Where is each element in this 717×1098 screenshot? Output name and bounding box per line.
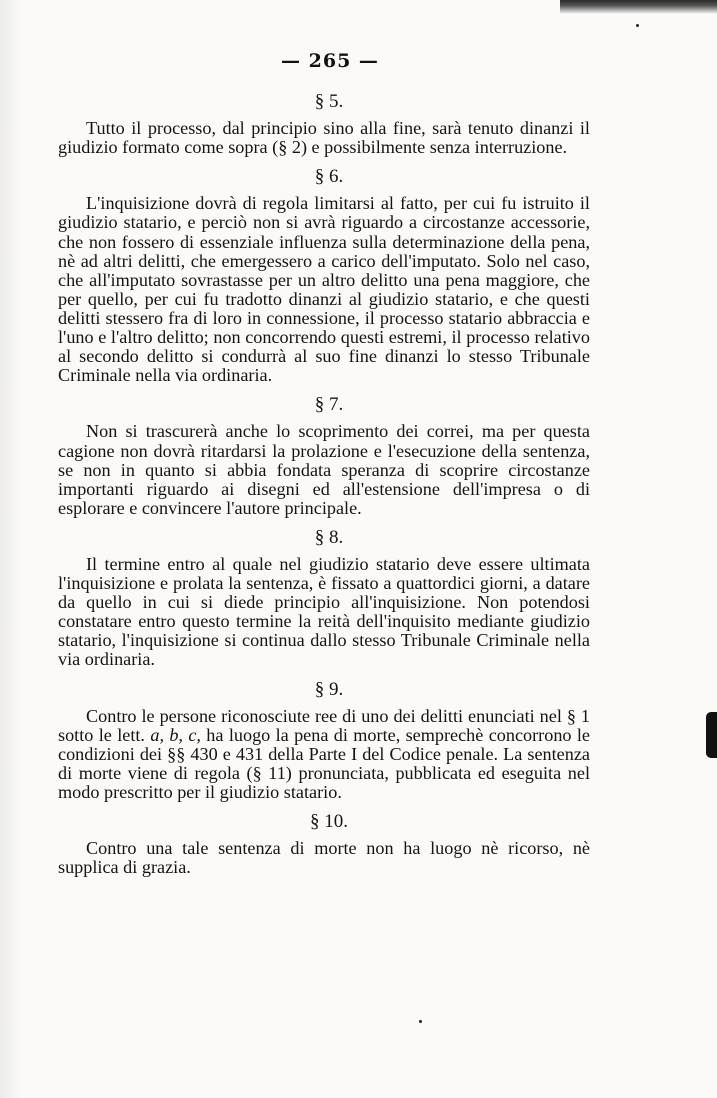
paragraph-text: ha luogo la pena di morte, semprechè concorrono le condizioni dei §§ 430 e 431 della Parte I del Codice penale. La sentenza di morte viene di regola (§ 11) pronunciata, pubblicata ed eseguita nel modo prescritto per il giudizio statario. [58, 724, 591, 802]
scan-edge-shadow [560, 0, 717, 14]
section-paragraph: Non si trascurerà anche lo scoprimento dei correi, ma per questa cagione non dovrà ritardarsi la prolazione e l'esecuzione della sentenza, se non in quanto si abbia fondata speranza di scoprire circostanze importanti riguardo ai disegni ed all'estensione dell'impresa o di esplorare e convincere l'autore principale. [58, 421, 590, 518]
paragraph-text: Contro le persone riconosciute ree di uno dei delitti enunciati nel § 1 sotto le lett. [58, 705, 590, 745]
section-heading: § 6. [314, 166, 344, 188]
section-heading: § 5. [314, 91, 344, 112]
page-number: — 265 — [281, 50, 379, 72]
section-heading: § 10. [310, 811, 348, 833]
section-paragraph: L'inquisizione dovrà di regola limitarsi al fatto, per cui fu istruito il giudizio statario, e perciò non si avrà riguardo a circostanze accessorie, che non fossero di essenziale influenza sulla determinazione della pena, nè ad altri delitti, che emergessero a carico dell'imputato. Solo nel caso, che all'imputato sovrastasse per un altro delitto una pena maggiore, che per quello, per cui fu tradotto dinanzi al giudizio statario, e che questi delitti stessero fra di loro in connessione, il processo statario abbraccia e l'uno e l'altro delitto; non concorrendo questi estremi, il processo relativo al secondo delitto si condurrà al suo fine dinanzi lo stesso Tribunale Criminale nella via ordinaria. [58, 193, 590, 386]
section-paragraph: Il termine entro al quale nel giudizio statario deve essere ultimata l'inquisizione e prolata la sentenza, è fissato a quattordici giorni, a datare da quello in cui si diede principio all'inquisizione. Non potendosi constatare entro questo termine la reità dell'inquisito mediante giudizio statario, l'inquisizione si continua dallo stesso Tribunale Criminale nella via ordinaria. [58, 553, 590, 670]
speck [419, 1020, 422, 1023]
section-paragraph: Contro una tale sentenza di morte non ha luogo nè ricorso, nè supplica di grazia. [58, 838, 590, 878]
section-heading: § 7. [314, 394, 344, 416]
document-body [58, 86, 590, 887]
letter-list: a, b, c, [150, 724, 201, 745]
page-edge-mark [706, 712, 717, 758]
spine-shadow [0, 0, 22, 1098]
section-heading: § 9. [314, 678, 344, 700]
section-heading: § 8. [314, 526, 344, 548]
speck [636, 24, 639, 27]
section-paragraph [58, 707, 590, 802]
section-paragraph: Tutto il processo, dal principio sino alla fine, sarà tenuto dinanzi il giudizio formato come sopra (§ 2) e possibilmente senza interruzione. [58, 118, 590, 158]
